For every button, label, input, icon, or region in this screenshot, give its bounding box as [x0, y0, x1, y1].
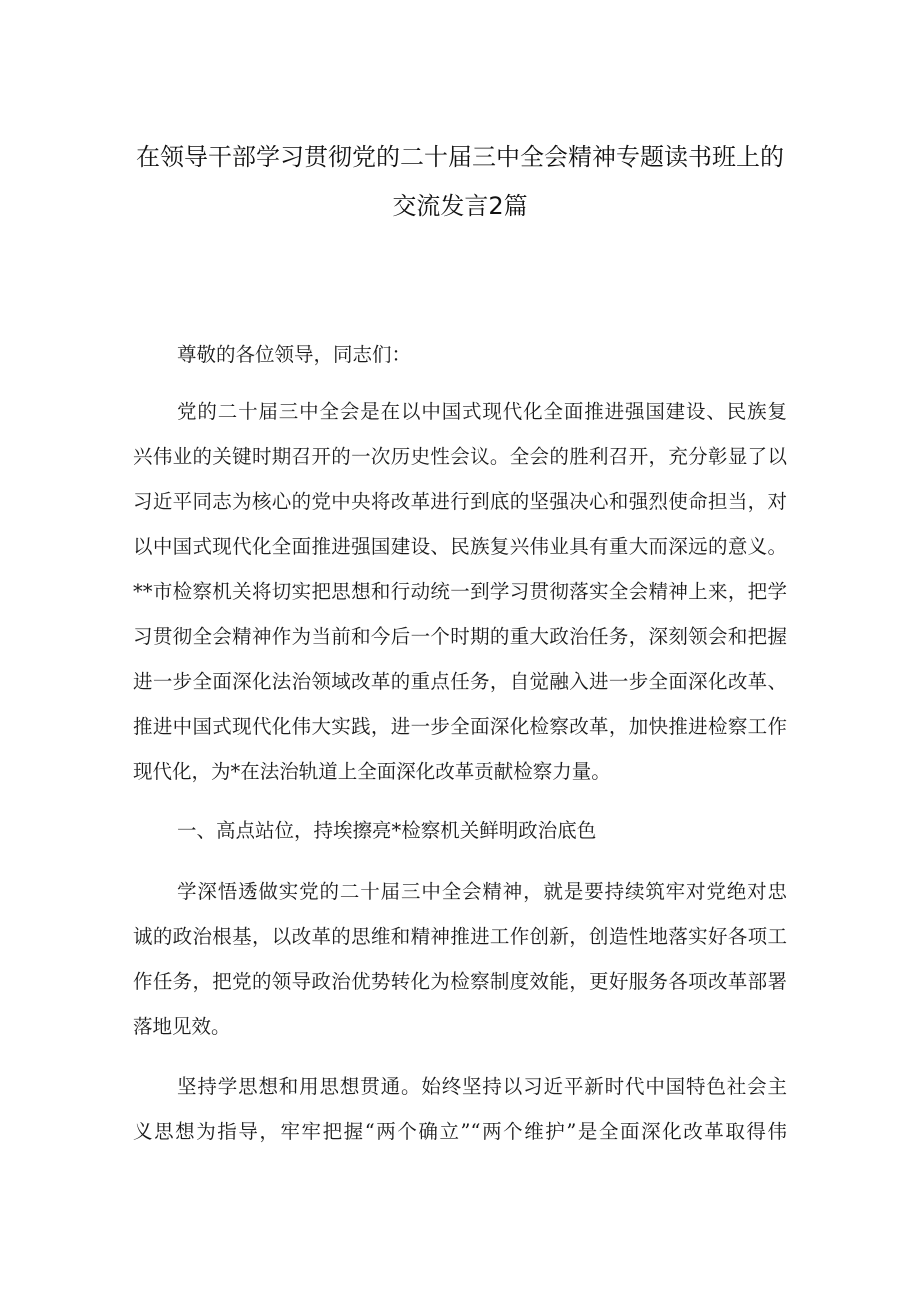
paragraph-line: 兴伟业的关键时期召开的一次历史性会议。全会的胜利召开，充分彰显了以 [133, 445, 787, 468]
paragraph-line: 以中国式现代化全面推进强国建设、民族复兴伟业具有重大而深远的意义。 [133, 535, 787, 558]
paragraph-line: 党的二十届三中全会是在以中国式现代化全面推进强国建设、民族复 [177, 400, 787, 423]
document-title-line-1: 在领导干部学习贯彻党的二十届三中全会精神专题读书班上的 [136, 143, 784, 171]
document-title-line-2: 交流发言2篇 [392, 192, 528, 220]
section-heading-1: 一、高点站位，持埃擦亮*检察机关鲜明政治底色 [177, 819, 597, 842]
paragraph-line: 学深悟透做实党的二十届三中全会精神，就是要持续筑牢对党绝对忠 [177, 880, 787, 903]
paragraph-line: 进一步全面深化法治领域改革的重点任务，自觉融入进一步全面深化改革、 [133, 670, 787, 693]
paragraph-line: 现代化，为*在法治轨道上全面深化改革贡献检察力量。 [133, 760, 611, 783]
paragraph-line: 习近平同志为核心的党中央将改革进行到底的坚强决心和强烈使命担当，对 [133, 490, 787, 513]
paragraph-line: 作任务，把党的领导政治优势转化为检察制度效能，更好服务各项改革部署 [133, 970, 787, 993]
paragraph-line: 坚持学思想和用思想贯通。始终坚持以习近平新时代中国特色社会主 [177, 1075, 787, 1098]
paragraph-line: 诚的政治根基，以改革的思维和精神推进工作创新，创造性地落实好各项工 [133, 925, 787, 948]
paragraph-line: 落地见效。 [133, 1015, 231, 1038]
paragraph-line: 习贯彻全会精神作为当前和今后一个时期的重大政治任务，深刻领会和把握 [133, 625, 787, 648]
paragraph-line: 推进中国式现代化伟大实践，进一步全面深化检察改革，加快推进检察工作 [133, 715, 787, 738]
paragraph-line: **市检察机关将切实把思想和行动统一到学习贯彻落实全会精神上来，把学 [133, 580, 787, 603]
paragraph-line: 义思想为指导，牢牢把握“两个确立”“两个维护”是全面深化改革取得伟 [133, 1120, 787, 1143]
salutation: 尊敬的各位领导，同志们： [177, 343, 412, 366]
